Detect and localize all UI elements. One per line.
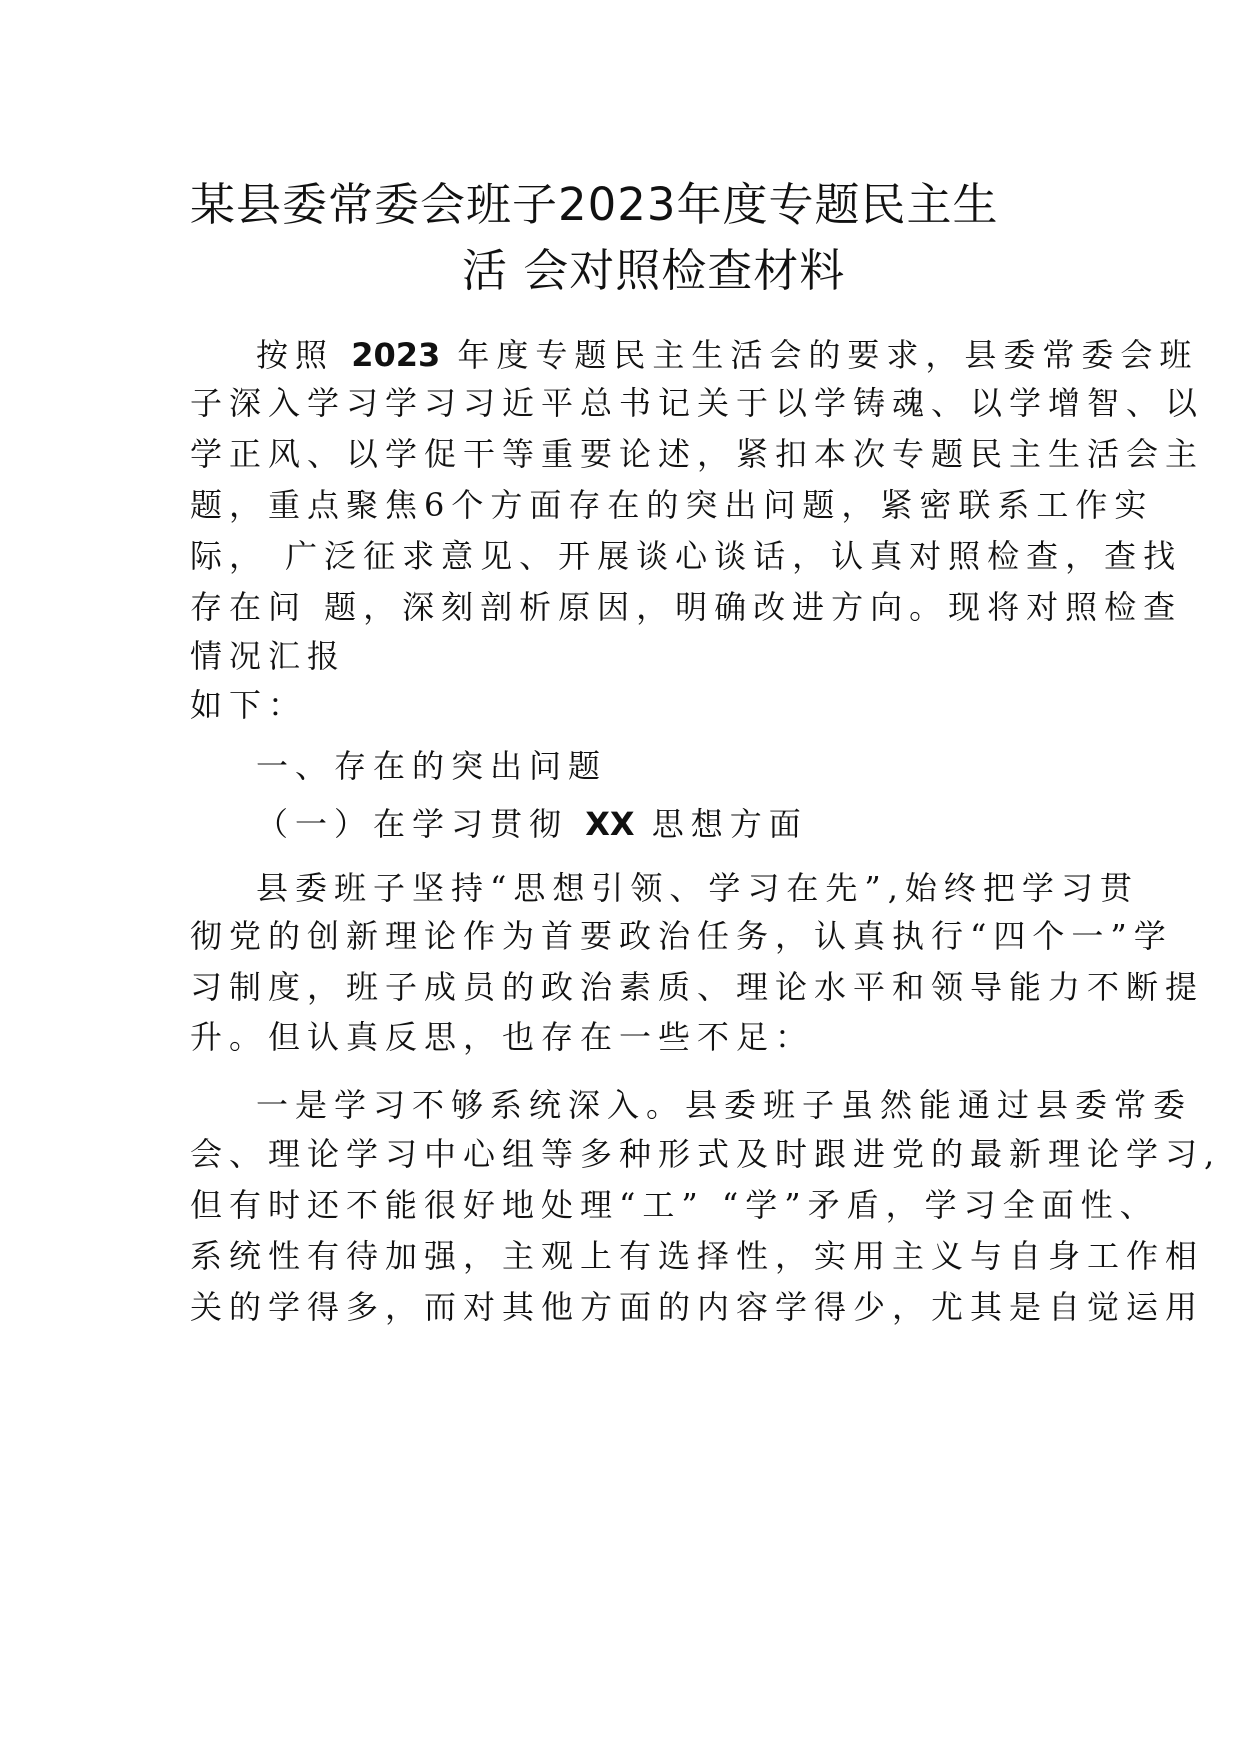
para3-line-1: 一是学习不够系统深入。县委班子虽然能通过县委常委	[256, 1086, 1193, 1124]
intro-year: 2023	[351, 336, 441, 374]
para2-line-4: 升。但认真反思，也存在一些不足：	[190, 1018, 815, 1056]
para2-line-1: 县委班子坚持“思想引领、学习在先”,始终把学习贯	[256, 869, 1139, 907]
subsection-heading-bold: XX	[585, 805, 635, 843]
para3-line-2: 会、理论学习中心组等多种形式及时跟进党的最新理论学习,	[190, 1135, 1222, 1173]
para3-line-3: 但有时还不能很好地处理“工” “学”矛盾，学习全面性、	[190, 1186, 1159, 1224]
para2-line-2: 彻党的创新理论作为首要政治任务，认真执行“四个一”学	[190, 917, 1173, 955]
document-title-line-1: 某县委常委会班子2023年度专题民主生	[190, 178, 999, 231]
intro-line-8: 如下：	[190, 686, 308, 724]
subsection-heading-1	[256, 802, 808, 846]
subsection-heading-suffix: 思想方面	[634, 805, 808, 843]
document-title-line-2: 活 会对照检查材料	[462, 244, 846, 297]
intro-line-1	[256, 333, 1198, 377]
para3-line-4: 系统性有待加强，主观上有选择性，实用主义与自身工作相	[190, 1237, 1205, 1275]
para3-line-5: 关的学得多，而对其他方面的内容学得少，尤其是自觉运用	[190, 1288, 1205, 1326]
intro-line-2: 子深入学习学习习近平总书记关于以学铸魂、以学增智、以	[190, 384, 1205, 422]
intro-line-1-text-a: 按照	[256, 336, 352, 374]
subsection-heading-prefix: （一）在学习贯彻	[256, 805, 586, 843]
para2-line-3: 习制度，班子成员的政治素质、理论水平和领导能力不断提	[190, 968, 1205, 1006]
intro-line-4: 题，重点聚焦6个方面存在的突出问题，紧密联系工作实	[190, 486, 1154, 524]
intro-line-7: 情况汇报	[190, 637, 347, 675]
intro-line-3: 学正风、以学促干等重要论述，紧扣本次专题民主生活会主	[190, 435, 1205, 473]
intro-line-1-text-c: 年度专题民主生活会的要求，县委常委会班	[440, 336, 1199, 374]
section-heading-1: 一、存在的突出问题	[256, 747, 608, 785]
intro-line-5: 际， 广泛征求意见、开展谈心谈话，认真对照检查，查找	[190, 537, 1183, 575]
intro-line-6: 存在问 题，深刻剖析原因，明确改进方向。现将对照检查	[190, 588, 1183, 626]
